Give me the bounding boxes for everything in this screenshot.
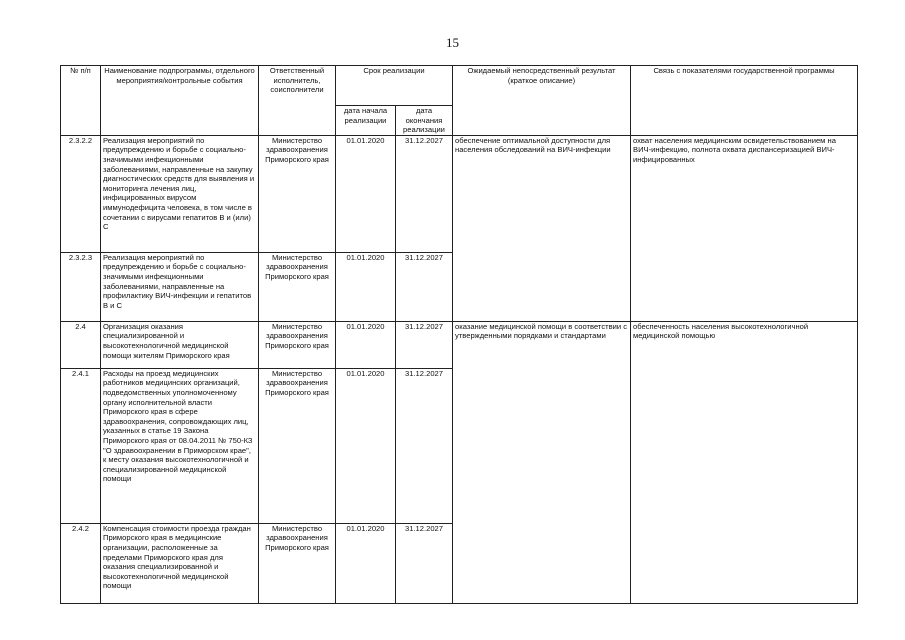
row-end: 31.12.2027 bbox=[396, 135, 453, 252]
row-name: Реализация мероприятий по предупреждению и борьбе с социально-значимыми инфекционными заболеваниями, направленные на профилактику ВИЧ-инфекции и гепатитов В и С bbox=[101, 252, 259, 321]
row-start: 01.01.2020 bbox=[336, 135, 396, 252]
link-text: охват населения медицинским освидетельствованием на ВИЧ-инфекцию, полнота охвата диспансеризацией ВИЧ-инфицированных bbox=[631, 135, 858, 321]
row-name: Организация оказания специализированной и высокотехнологичной медицинской помощи жителям Приморского края bbox=[101, 321, 259, 368]
result-text: оказание медицинской помощи в соответствии с утвержденными порядками и стандартами bbox=[453, 321, 631, 603]
row-start: 01.01.2020 bbox=[336, 252, 396, 321]
row-start: 01.01.2020 bbox=[336, 523, 396, 603]
header-name: Наименование подпрограммы, отдельного мероприятия/контрольные события bbox=[101, 66, 259, 136]
row-responsible: Министерство здравоохранения Приморского края bbox=[259, 368, 336, 523]
header-period: Срок реализации bbox=[336, 66, 453, 106]
row-num: 2.4.1 bbox=[61, 368, 101, 523]
header-start: дата начала реализации bbox=[336, 106, 396, 136]
row-num: 2.4 bbox=[61, 321, 101, 368]
row-num: 2.3.2.2 bbox=[61, 135, 101, 252]
row-num: 2.3.2.3 bbox=[61, 252, 101, 321]
table-row bbox=[61, 135, 858, 252]
header-link: Связь с показателями государственной программы bbox=[631, 66, 858, 136]
row-end: 31.12.2027 bbox=[396, 523, 453, 603]
row-name: Расходы на проезд медицинских работников медицинских организаций, подведомственных уполномоченному органу исполнительной власти Приморского края в сфере здравоохранения, сопровождающих лиц, указанных в статье 19 Закона Приморского края от 08.04.2011 № 750-КЗ "О здравоохранении в Приморском крае", к месту оказания высокотехнологичной и специализированной медицинской помощи bbox=[101, 368, 259, 523]
row-responsible: Министерство здравоохранения Приморского края bbox=[259, 135, 336, 252]
row-responsible: Министерство здравоохранения Приморского края bbox=[259, 523, 336, 603]
header-result: Ожидаемый непосредственный результат (краткое описание) bbox=[453, 66, 631, 136]
header-end: дата окончания реализации bbox=[396, 106, 453, 136]
page-number: 15 bbox=[446, 35, 459, 50]
program-table bbox=[60, 65, 858, 604]
link-text: обеспеченность населения высокотехнологичной медицинской помощью bbox=[631, 321, 858, 603]
header-num: № п/п bbox=[61, 66, 101, 136]
row-start: 01.01.2020 bbox=[336, 321, 396, 368]
row-name: Компенсация стоимости проезда граждан Приморского края в медицинские организации, расположенные за пределами Приморского края для оказания специализированной и высокотехнологичной медицинской помощи bbox=[101, 523, 259, 603]
row-end: 31.12.2027 bbox=[396, 252, 453, 321]
header-responsible: Ответственный исполнитель, соисполнители bbox=[259, 66, 336, 136]
row-start: 01.01.2020 bbox=[336, 368, 396, 523]
row-responsible: Министерство здравоохранения Приморского края bbox=[259, 321, 336, 368]
result-text: обеспечение оптимальной доступности для населения обследований на ВИЧ-инфекции bbox=[453, 135, 631, 321]
row-num: 2.4.2 bbox=[61, 523, 101, 603]
row-responsible: Министерство здравоохранения Приморского края bbox=[259, 252, 336, 321]
table-row bbox=[61, 321, 858, 368]
row-end: 31.12.2027 bbox=[396, 368, 453, 523]
row-end: 31.12.2027 bbox=[396, 321, 453, 368]
row-name: Реализация мероприятий по предупреждению и борьбе с социально-значимыми инфекционными заболеваниями, направленные на закупку диагностических средств для выявления и мониторинга лечения лиц, инфицированных вирусом иммунодефицита человека, в том числе в сочетании с вирусами гепатитов В и (или) С bbox=[101, 135, 259, 252]
